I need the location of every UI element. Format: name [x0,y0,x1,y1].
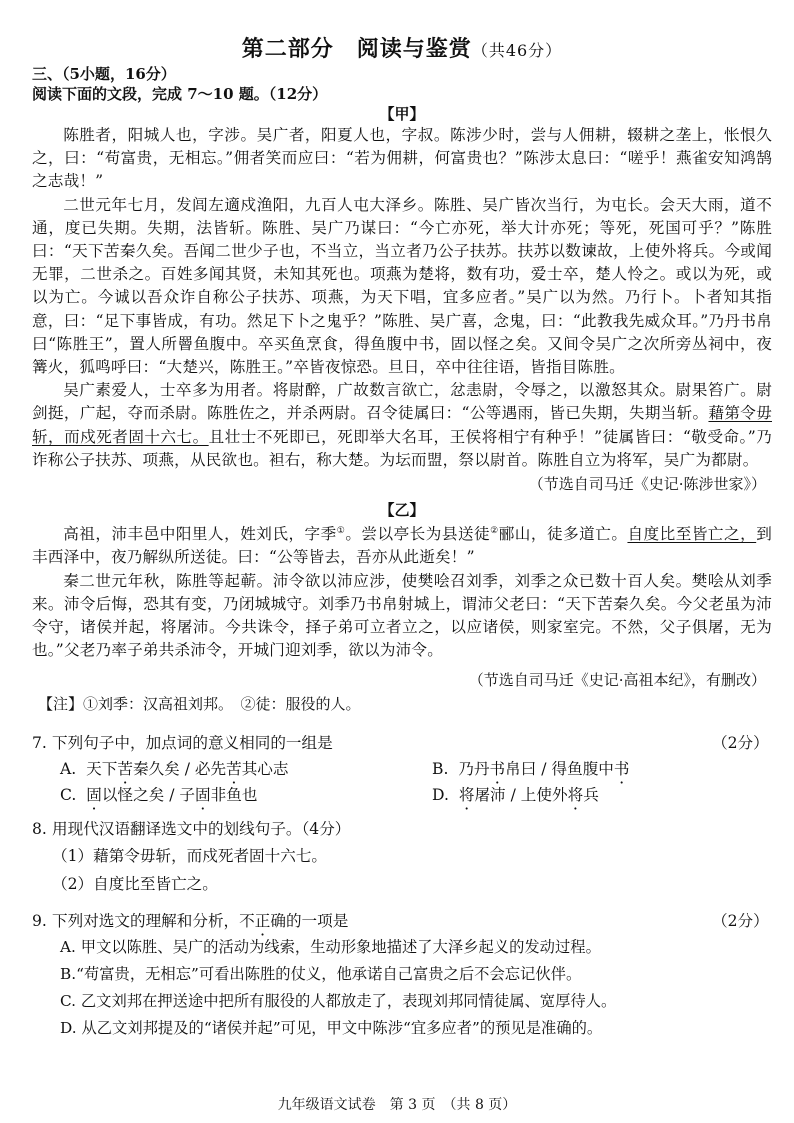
question-9-option-d[interactable]: D. 从乙文刘邦提及的“诸侯并起”可见，甲文中陈涉“宜多应者”的预见是准确的。 [60,1019,603,1038]
question-8-stem: 用现代汉语翻译选文中的划线句子。（4分） [52,820,351,839]
question-9-option-a[interactable]: A. 甲文以陈胜、吴广的活动为线索，生动形象地描述了大泽乡起义的发动过程。 [60,938,601,957]
question-9-score: （2分） [712,912,769,931]
underlined-sentence-2: 自度比至皆亡之， [627,525,757,544]
question-7-score: （2分） [712,734,769,753]
part-title: 第二部分 阅读与鉴赏（共46分） [241,36,563,62]
question-9-number: 9. [32,912,47,931]
underlined-sentence-1: 藉第令毋斩，而戍死者固十六七。 [32,404,772,446]
note-mark-2: ② [490,526,499,537]
question-9-stem: 下列对选文的理解和分析，不正确的一项是 [52,912,349,931]
passage-b-notes: 【注】①刘季：汉高祖刘邦。 ②徒：服役的人。 [38,695,361,714]
question-7-option-d[interactable]: D. 将屠沛 / 上使外将兵 [432,786,599,805]
question-8 [32,816,772,842]
passage-a-paragraph-1: 陈胜者，阳城人也，字涉。吴广者，阳夏人也，字叔。陈涉少时，尝与人佣耕，辍耕之垄上，怅恨久之，曰：“苟富贵，无相忘。”佣者笑而应曰：“若为佣耕，何富贵也？”陈涉太息曰：“嗟乎！燕雀安知鸿鹄之志哉！” [32,126,772,191]
question-7-number: 7. [32,734,47,753]
note-mark-1: ① [336,526,346,537]
question-7-option-b[interactable]: B. 乃丹书帛曰 / 得鱼腹中书 [432,760,630,779]
passage-b-source: （节选自司马迁《史记·高祖本纪》，有删改） [468,671,766,690]
passage-a-label: 【甲】 [379,105,425,123]
reading-instruction: 阅读下面的文段，完成 7～10 题。（12分） [32,85,328,103]
question-8-item-1: （1）藉第令毋斩，而戍死者固十六七。 [52,847,328,866]
question-7-option-a[interactable]: A. 天下苦秦久矣 / 必先苦其心志 [60,760,289,779]
section-heading: 三、（5小题，16分） [32,65,176,83]
passage-a-paragraph-2: 二世元年七月，发闾左適戍渔阳，九百人屯大泽乡。陈胜、吴广皆次当行，为屯长。会天大雨，道不通，度已失期。失期，法皆斩。陈胜、吴广乃谋曰：“今亡亦死，举大计亦死；等死，死国可乎？”陈胜曰：“天下苦秦久矣。吾闻二世少子也，不当立，当立者乃公子扶苏。扶苏以数谏故，上使外将兵。今或闻无罪，二世杀之。百姓多闻其贤，未知其死也。项燕为楚将，数有功，爱士卒，楚人怜之。或以为死，或以为亡。今诚以吾众诈自称公子扶苏、项燕，为天下唱，宜多应者。”吴广以为然。乃行卜。卜者知其指意，曰：“足下事皆成，有功。然足下卜之鬼乎？”陈胜、吴广喜，念鬼，曰：“此教我先威众耳。”乃丹书帛曰“陈胜王”，置人所罾鱼腹中。卒买鱼烹食，得鱼腹中书，固以怪之矣。又间令吴广之次所旁丛祠中，夜篝火，狐鸣呼曰：“大楚兴，陈胜王。”卒皆夜惊恐。旦日，卒中往往语，皆指目陈胜。 [32,195,772,377]
passage-a-source: （节选自司马迁《史记·陈涉世家》） [528,475,766,494]
question-8-number: 8. [32,820,47,839]
page-footer: 九年级语文试卷 第 3 页 （共 8 页） [277,1097,517,1113]
question-8-item-2: （2）自度比至皆亡之。 [52,875,218,894]
question-7-stem: 下列句子中，加点词的意义相同的一组是 [52,734,333,753]
question-9-option-b[interactable]: B.“苟富贵，无相忘”可看出陈胜的仗义，他承诺自己富贵之后不会忘记伙伴。 [60,965,582,984]
question-7-option-c[interactable]: C. 固以怪之矣 / 子固非鱼也 [60,786,258,805]
part-score: （共46分） [471,41,563,60]
question-7-options [32,756,772,808]
question-9 [32,908,772,934]
question-9-option-c[interactable]: C. 乙文刘邦在押送途中把所有服役的人都放走了，表现刘邦同情徒属、宽厚待人。 [60,992,617,1011]
passage-b-label: 【乙】 [379,501,425,520]
question-7 [32,730,772,756]
passage-a-paragraph-3: 吴广素爱人，士卒多为用者。将尉醉，广故数言欲亡，忿恚尉，令辱之，以激怒其众。尉果笞广。尉剑挺，广起，夺而杀尉。陈胜佐之，并杀两尉。召令徒属曰：“公等遇雨，皆已失期，失期当斩。藉第令毋斩，而戍死者固十六七。且壮士不死即已，死即举大名耳，王侯将相宁有种乎！”徒属皆曰：“敬受命。”乃诈称公子扶苏、项燕，从民欲也。袒右，称大楚。为坛而盟，祭以尉首。陈胜自立为将军，吴广为都尉。 [32,381,772,469]
passage-b-paragraph-1: 高祖，沛丰邑中阳里人，姓刘氏，字季①。尝以亭长为县送徒②郦山，徒多道亡。自度比至皆亡之，到丰西泽中，夜乃解纵所送徒。曰：“公等皆去，吾亦从此逝矣！” [32,525,772,567]
passage-b-paragraph-2: 秦二世元年秋，陈胜等起蕲。沛令欲以沛应涉，使樊哙召刘季，刘季之众已数十百人矣。樊哙从刘季来。沛令后悔，恐其有变，乃闭城城守。刘季乃书帛射城上，谓沛父老曰：“天下苦秦久矣。今父老虽为沛令守，诸侯并起，将屠沛。今共诛令，择子弟可立者立之，以应诸侯，则家室完。不然，父子俱屠，无为也。”父老乃率子弟共杀沛令，开城门迎刘季，欲以为沛令。 [32,571,772,660]
